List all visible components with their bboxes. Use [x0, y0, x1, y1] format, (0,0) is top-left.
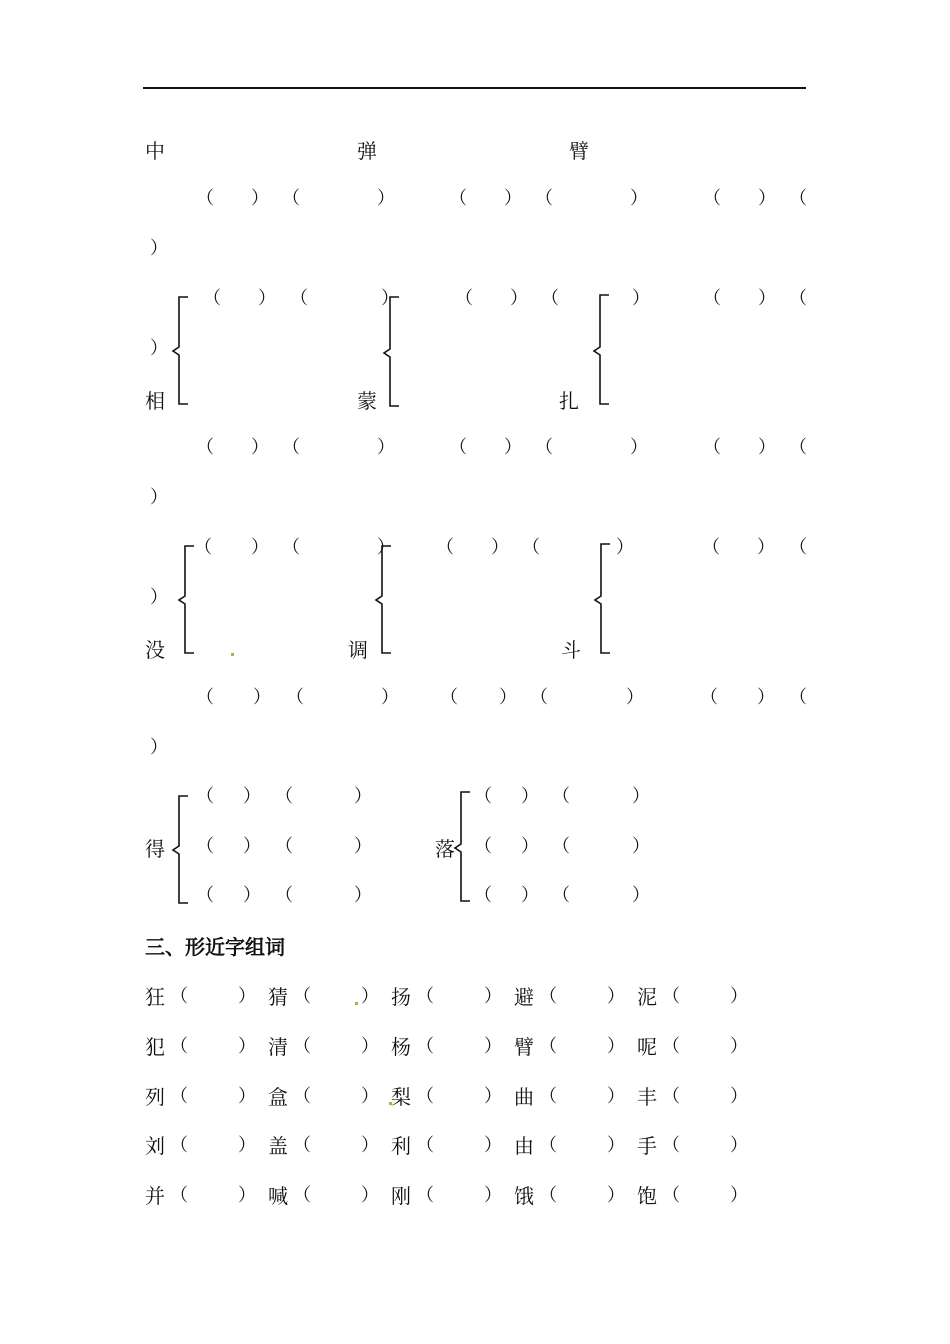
- paren-close: ）: [730, 986, 748, 1007]
- paren-open: （: [700, 687, 718, 708]
- paren-open: （: [703, 437, 721, 458]
- paren-close: ）: [491, 537, 509, 558]
- paren-close: ）: [607, 1185, 625, 1206]
- brace-icon: [581, 294, 611, 406]
- paren-open: （: [170, 1185, 188, 1206]
- paren-open: （: [196, 687, 214, 708]
- paren-open: （: [530, 687, 548, 708]
- char-zhong: 中: [145, 139, 165, 163]
- paren-close: ）: [361, 1185, 379, 1206]
- paren-close: ）: [607, 1036, 625, 1057]
- char-meng: 蒙: [357, 389, 377, 413]
- paren-open: （: [702, 537, 720, 558]
- paren-close: ）: [150, 338, 168, 359]
- paren-open: （: [455, 288, 473, 309]
- word-char: 臂: [514, 1035, 534, 1059]
- paren-open: （: [275, 786, 293, 807]
- paren-close: ）: [757, 537, 775, 558]
- paren-open: （: [170, 1036, 188, 1057]
- paren-close: ）: [484, 1086, 502, 1107]
- brace-icon: [166, 545, 196, 655]
- paren-close: ）: [354, 885, 372, 906]
- word-char: 狂: [145, 985, 165, 1009]
- word-char: 清: [268, 1035, 288, 1059]
- paren-close: ）: [632, 786, 650, 807]
- char-dou: 斗: [561, 638, 581, 662]
- char-luo: 落: [435, 837, 455, 861]
- paren-close: ）: [504, 188, 522, 209]
- paren-open: （: [196, 885, 214, 906]
- paren-open: （: [293, 1135, 311, 1156]
- paren-close: ）: [730, 1086, 748, 1107]
- paren-open: （: [449, 437, 467, 458]
- paren-open: （: [552, 836, 570, 857]
- paren-close: ）: [243, 836, 261, 857]
- brace-icon: [442, 791, 472, 903]
- paren-open: （: [293, 1086, 311, 1107]
- paren-close: ）: [251, 537, 269, 558]
- paren-close: ）: [607, 1135, 625, 1156]
- paren-close: ）: [238, 1086, 256, 1107]
- word-char: 刚: [391, 1184, 411, 1208]
- brace-icon: [582, 543, 612, 655]
- paren-open: （: [196, 836, 214, 857]
- paren-close: ）: [150, 487, 168, 508]
- paren-open: （: [539, 1036, 557, 1057]
- word-char: 喊: [268, 1184, 288, 1208]
- paren-close: ）: [626, 687, 644, 708]
- word-char: 手: [637, 1134, 657, 1158]
- paren-open: （: [552, 786, 570, 807]
- paren-open: （: [293, 986, 311, 1007]
- paren-open: （: [474, 885, 492, 906]
- paren-close: ）: [238, 986, 256, 1007]
- paren-close: ）: [484, 1185, 502, 1206]
- char-bi: 臂: [569, 139, 589, 163]
- paren-open: （: [275, 885, 293, 906]
- paren-open: （: [539, 1086, 557, 1107]
- paren-close: ）: [381, 687, 399, 708]
- paren-close: ）: [150, 587, 168, 608]
- paren-close: ）: [377, 188, 395, 209]
- paren-close: ）: [238, 1185, 256, 1206]
- paren-close: ）: [758, 288, 776, 309]
- paren-open: （: [474, 836, 492, 857]
- paren-open: （: [282, 537, 300, 558]
- paren-close: ）: [730, 1185, 748, 1206]
- word-char: 扬: [391, 985, 411, 1009]
- paren-open: （: [789, 687, 807, 708]
- paren-open: （: [203, 288, 221, 309]
- paren-close: ）: [377, 537, 395, 558]
- paren-close: ）: [607, 1086, 625, 1107]
- paren-close: ）: [377, 437, 395, 458]
- paren-open: （: [416, 1036, 434, 1057]
- paren-open: （: [789, 537, 807, 558]
- paren-open: （: [293, 1185, 311, 1206]
- paren-close: ）: [632, 836, 650, 857]
- paren-open: （: [662, 1086, 680, 1107]
- char-diao: 调: [348, 638, 368, 662]
- paren-close: ）: [258, 288, 276, 309]
- word-char: 呢: [637, 1035, 657, 1059]
- paren-open: （: [293, 1036, 311, 1057]
- paren-open: （: [539, 986, 557, 1007]
- paren-open: （: [789, 188, 807, 209]
- paren-open: （: [170, 1135, 188, 1156]
- paren-open: （: [789, 288, 807, 309]
- paren-open: （: [290, 288, 308, 309]
- paren-close: ）: [484, 986, 502, 1007]
- word-char: 并: [145, 1184, 165, 1208]
- paren-close: ）: [361, 1086, 379, 1107]
- char-mei: 没: [145, 638, 165, 662]
- paren-close: ）: [730, 1036, 748, 1057]
- paren-open: （: [662, 1036, 680, 1057]
- paren-close: ）: [150, 737, 168, 758]
- paren-open: （: [416, 1185, 434, 1206]
- paren-close: ）: [484, 1036, 502, 1057]
- word-char: 猜: [268, 985, 288, 1009]
- mark-dot: [231, 653, 234, 656]
- word-char: 泥: [637, 985, 657, 1009]
- word-char: 饱: [637, 1184, 657, 1208]
- paren-close: ）: [521, 885, 539, 906]
- word-char: 盖: [268, 1134, 288, 1158]
- paren-open: （: [440, 687, 458, 708]
- paren-close: ）: [521, 786, 539, 807]
- paren-close: ）: [354, 836, 372, 857]
- paren-close: ）: [253, 687, 271, 708]
- word-char: 由: [514, 1134, 534, 1158]
- paren-open: （: [703, 188, 721, 209]
- paren-close: ）: [361, 986, 379, 1007]
- paren-close: ）: [758, 188, 776, 209]
- brace-icon: [371, 296, 401, 408]
- paren-close: ）: [238, 1036, 256, 1057]
- paren-close: ）: [484, 1135, 502, 1156]
- paren-open: （: [539, 1185, 557, 1206]
- paren-close: ）: [607, 986, 625, 1007]
- word-char: 避: [514, 985, 534, 1009]
- paren-close: ）: [630, 188, 648, 209]
- word-char: 梨: [391, 1085, 411, 1109]
- paren-open: （: [474, 786, 492, 807]
- paren-close: ）: [499, 687, 517, 708]
- word-char: 饿: [514, 1184, 534, 1208]
- paren-open: （: [703, 288, 721, 309]
- paren-close: ）: [510, 288, 528, 309]
- char-dan: 弹: [357, 139, 377, 163]
- paren-close: ）: [361, 1036, 379, 1057]
- paren-close: ）: [361, 1135, 379, 1156]
- paren-open: （: [535, 437, 553, 458]
- word-char: 杨: [391, 1035, 411, 1059]
- paren-close: ）: [730, 1135, 748, 1156]
- paren-open: （: [662, 1185, 680, 1206]
- paren-close: ）: [251, 437, 269, 458]
- word-char: 利: [391, 1134, 411, 1158]
- char-zha: 扎: [559, 389, 579, 413]
- paren-close: ）: [504, 437, 522, 458]
- paren-close: ）: [354, 786, 372, 807]
- paren-open: （: [275, 836, 293, 857]
- word-char: 犯: [145, 1035, 165, 1059]
- paren-open: （: [662, 1135, 680, 1156]
- paren-close: ）: [616, 537, 634, 558]
- paren-open: （: [789, 437, 807, 458]
- paren-close: ）: [238, 1135, 256, 1156]
- paren-close: ）: [630, 437, 648, 458]
- char-xiang: 相: [145, 389, 165, 413]
- word-char: 曲: [514, 1085, 534, 1109]
- mark-dot: [355, 1002, 358, 1005]
- paren-open: （: [416, 1086, 434, 1107]
- paren-open: （: [436, 537, 454, 558]
- paren-open: （: [539, 1135, 557, 1156]
- paren-close: ）: [758, 437, 776, 458]
- char-de: 得: [145, 837, 165, 861]
- paren-open: （: [194, 537, 212, 558]
- paren-close: ）: [521, 836, 539, 857]
- paren-close: ）: [150, 238, 168, 259]
- paren-open: （: [282, 437, 300, 458]
- paren-close: ）: [243, 786, 261, 807]
- word-char: 列: [145, 1085, 165, 1109]
- paren-close: ）: [243, 885, 261, 906]
- brace-icon: [160, 795, 190, 905]
- paren-open: （: [662, 986, 680, 1007]
- paren-open: （: [416, 986, 434, 1007]
- paren-open: （: [541, 288, 559, 309]
- paren-close: ）: [632, 885, 650, 906]
- paren-open: （: [170, 986, 188, 1007]
- paren-close: ）: [381, 288, 399, 309]
- paren-close: ）: [757, 687, 775, 708]
- paren-close: ）: [632, 288, 650, 309]
- paren-open: （: [196, 188, 214, 209]
- paren-open: （: [552, 885, 570, 906]
- paren-open: （: [282, 188, 300, 209]
- header-rule: [143, 87, 806, 89]
- section-title: 三、形近字组词: [145, 935, 285, 959]
- paren-open: （: [522, 537, 540, 558]
- paren-open: （: [170, 1086, 188, 1107]
- brace-icon: [363, 545, 393, 655]
- word-char: 丰: [637, 1085, 657, 1109]
- paren-open: （: [449, 188, 467, 209]
- paren-open: （: [196, 786, 214, 807]
- paren-open: （: [196, 437, 214, 458]
- word-char: 刘: [145, 1134, 165, 1158]
- paren-open: （: [535, 188, 553, 209]
- word-char: 盒: [268, 1085, 288, 1109]
- paren-open: （: [416, 1135, 434, 1156]
- paren-open: （: [286, 687, 304, 708]
- paren-close: ）: [251, 188, 269, 209]
